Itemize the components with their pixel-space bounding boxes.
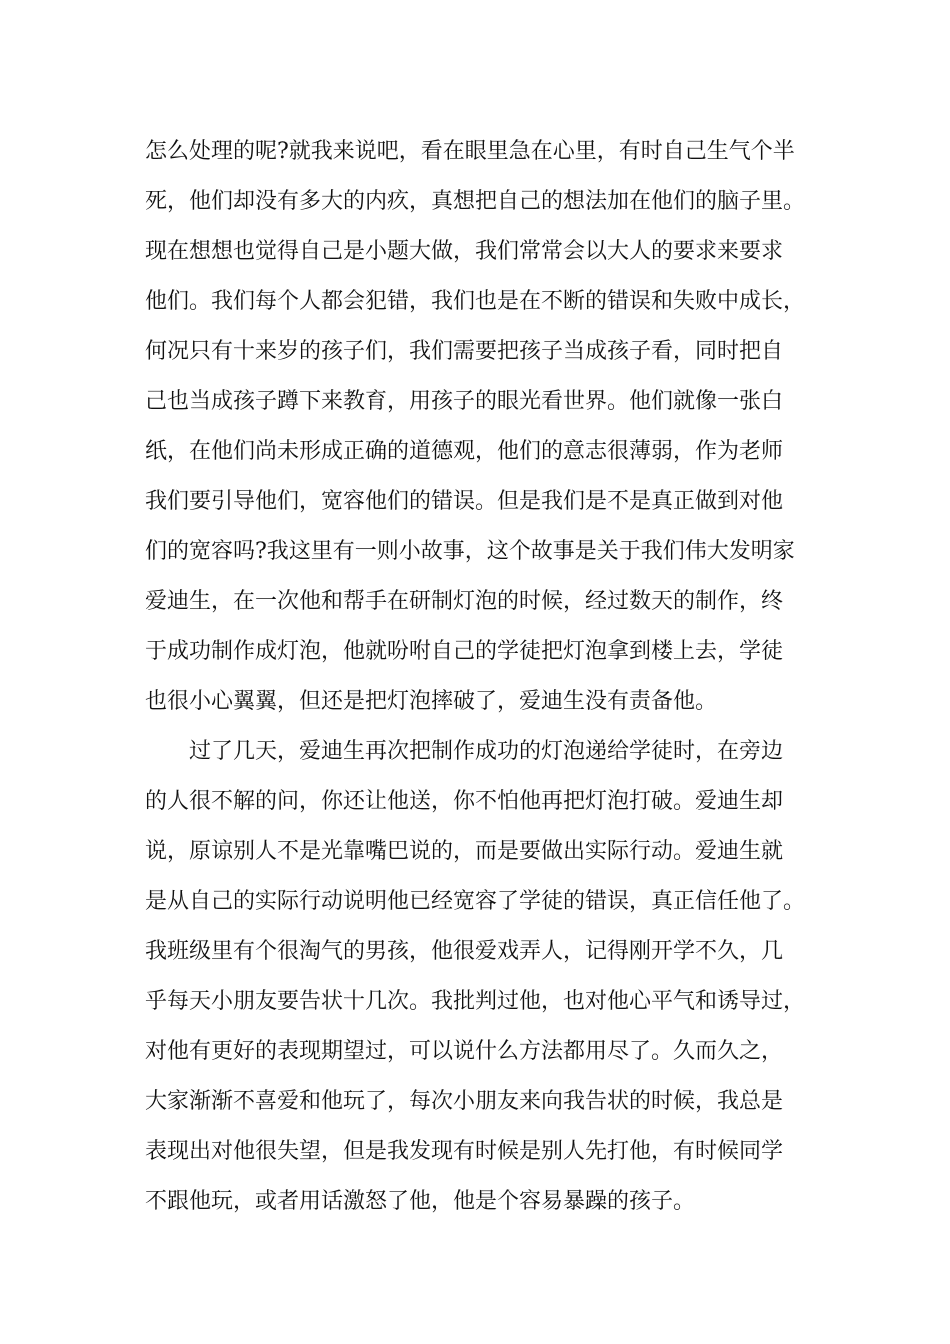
- text-line: 也很小心翼翼，但还是把灯泡摔破了，爱迪生没有责备他。: [145, 689, 718, 714]
- text-line: 他们。我们每个人都会犯错，我们也是在不断的错误和失败中成长，: [145, 289, 806, 314]
- text-line: 我们要引导他们，宽容他们的错误。但是我们是不是真正做到对他: [145, 489, 784, 514]
- text-line: 乎每天小朋友要告状十几次。我批判过他，也对他心平气和诱导过，: [145, 989, 806, 1014]
- text-line: 是从自己的实际行动说明他已经宽容了学徒的错误，真正信任他了。: [145, 889, 806, 914]
- text-line: 死，他们却没有多大的内疚，真想把自己的想法加在他们的脑子里。: [145, 189, 806, 214]
- text-line: 己也当成孩子蹲下来教育，用孩子的眼光看世界。他们就像一张白: [145, 389, 784, 414]
- text-line: 大家渐渐不喜爱和他玩了，每次小朋友来向我告状的时候，我总是: [145, 1089, 784, 1114]
- text-line: 对他有更好的表现期望过，可以说什么方法都用尽了。久而久之，: [145, 1039, 784, 1064]
- text-line: 的人很不解的问，你还让他送，你不怕他再把灯泡打破。爱迪生却: [145, 789, 784, 814]
- text-line: 怎么处理的呢?就我来说吧，看在眼里急在心里，有时自己生气个半: [145, 139, 795, 164]
- paragraph-first-line: 过了几天，爱迪生再次把制作成功的灯泡递给学徒时，在旁边: [189, 739, 784, 764]
- text-line: 表现出对他很失望，但是我发现有时候是别人先打他，有时候同学: [145, 1139, 784, 1164]
- text-line: 我班级里有个很淘气的男孩，他很爱戏弄人，记得刚开学不久，几: [145, 939, 784, 964]
- text-line: 爱迪生，在一次他和帮手在研制灯泡的时候，经过数天的制作，终: [145, 589, 784, 614]
- text-line: 于成功制作成灯泡，他就吩咐自己的学徒把灯泡拿到楼上去，学徒: [145, 639, 784, 664]
- text-line: 现在想想也觉得自己是小题大做，我们常常会以大人的要求来要求: [145, 239, 784, 264]
- text-line: 纸，在他们尚未形成正确的道德观，他们的意志很薄弱，作为老师: [145, 439, 784, 464]
- text-line: 说，原谅别人不是光靠嘴巴说的，而是要做出实际行动。爱迪生就: [145, 839, 784, 864]
- text-line: 不跟他玩，或者用话激怒了他，他是个容易暴躁的孩子。: [145, 1189, 696, 1214]
- text-line: 何况只有十来岁的孩子们，我们需要把孩子当成孩子看，同时把自: [145, 339, 784, 364]
- text-line: 们的宽容吗?我这里有一则小故事，这个故事是关于我们伟大发明家: [145, 539, 795, 564]
